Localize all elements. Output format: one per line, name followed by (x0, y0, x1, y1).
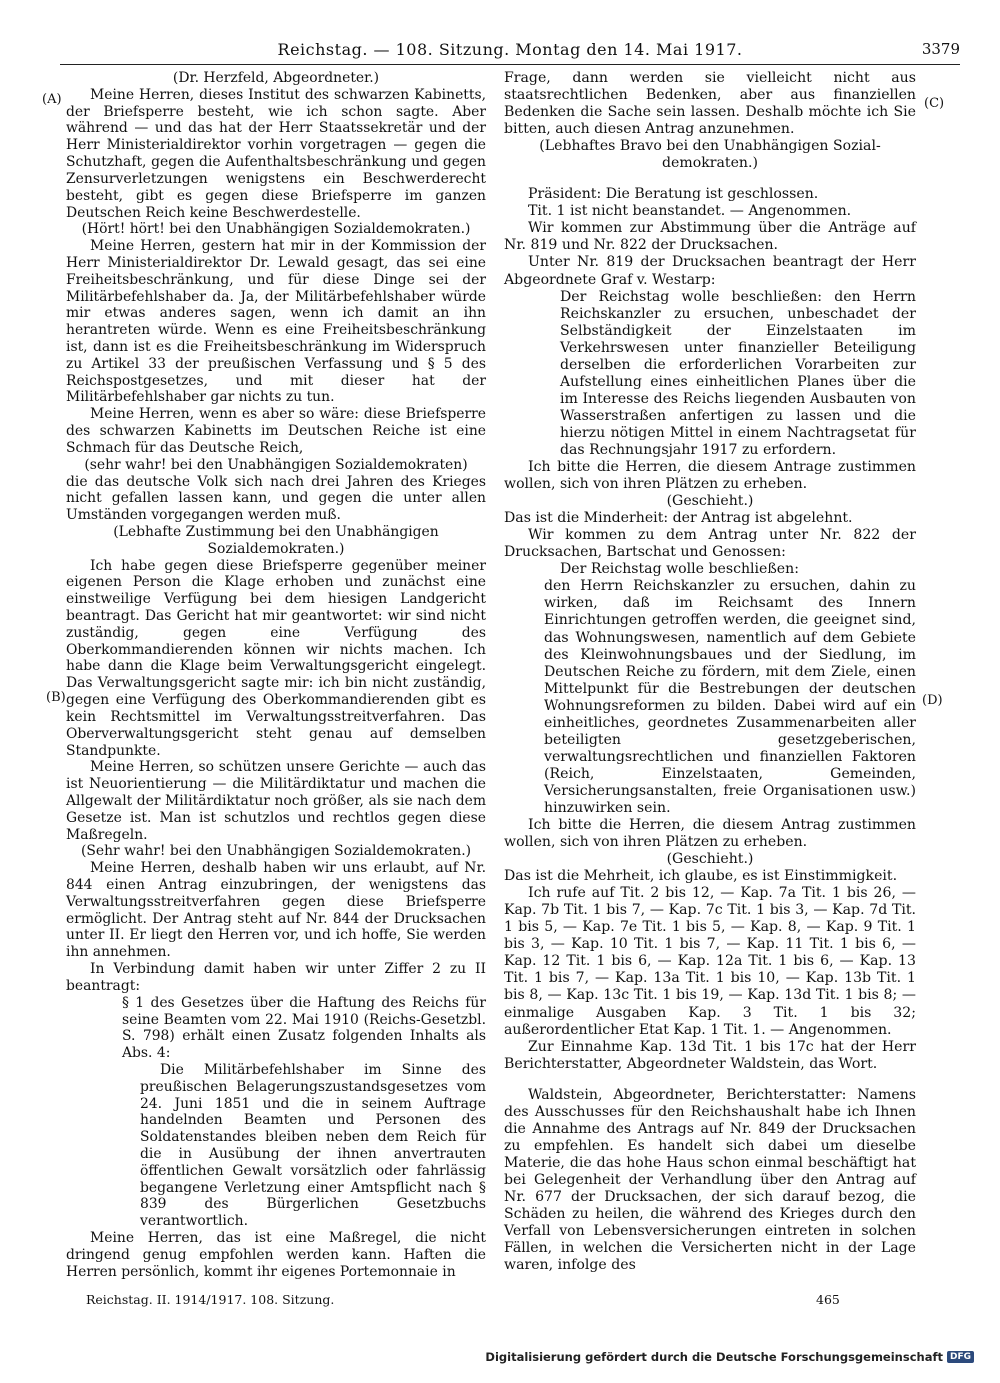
page-number: 3379 (921, 40, 960, 58)
reaction: (Geschieht.) (666, 493, 754, 510)
paragraph: Meine Herren, dieses Institut des schwarzen Kabinetts, der Briefsperre besteht, wie ich schon sagte. Aber während — und das hat der Herr Staatssekretär und der Herr Ministerialdirektor vorhin vorgetragen — gegen die Schutzhaft, gegen die Aufenthaltsbeschränkung und gegen Zensurverletzungen wenigstens ein Beschwerderecht besteht, gibt es gegen diese Briefsperre im ganzen Deutschen Reich keine Beschwerdestelle. (66, 86, 486, 221)
paragraph: Ich bitte die Herren, die diesem Antrag zustimmen wollen, sich von ihren Plätzen zu erheben. (504, 817, 916, 851)
reaction: (Hört! hört! bei den Unabhängigen Sozialdemokraten.) (81, 221, 471, 238)
dfg-logo: DFG (947, 1351, 974, 1363)
paragraph: Wir kommen zu dem Antrag unter Nr. 822 der Drucksachen, Bartschat und Genossen: (504, 527, 916, 561)
paragraph: Ich rufe auf Tit. 2 bis 12, — Kap. 7a Tit. 1 bis 26, — Kap. 7b Tit. 1 bis 7, — Kap. 7c Tit. 1 bis 3, — Kap. 7d Tit. 1 bis 5, — Kap. 7e Tit. 1 bis 5, — Kap. 8, — Kap. 9 Tit. 1 bis 3, — Kap. 10 Tit. 1 bis 7, — Kap. 11 Tit. 1 bis 6, — Kap. 12 Tit. 1 bis 6, — Kap. 12a Tit. 1 bis 6, — Kap. 13 Tit. 1 bis 7, — Kap. 13a Tit. 1 bis 10, — Kap. 13b Tit. 1 bis 8, — Kap. 13c Tit. 1 bis 19, — Kap. 13d Tit. 1 bis 8; — einmalige Ausgaben Kap. 3 Tit. 1 bis 32; außerordentlicher Etat Kap. 1 Tit. 1. — Angenommen. (504, 885, 916, 1038)
dfg-credit-text: Digitalisierung gefördert durch die Deutsche Forschungsgemeinschaft (485, 1350, 943, 1364)
paragraph: Zur Einnahme Kap. 13d Tit. 1 bis 17c hat der Herr Berichterstatter, Abgeordneter Waldstein, das Wort. (504, 1038, 916, 1072)
margin-marker-d: (D) (922, 693, 943, 708)
paragraph: In Verbindung damit haben wir unter Ziffer 2 zu II beantragt: (66, 961, 486, 994)
paragraph: Das ist die Minderheit: der Antrag ist abgelehnt. (504, 510, 853, 527)
paragraph: Frage, dann werden sie vielleicht nicht aus staatsrechtlichen Bedenken, aber aus finanziellen Bedenken die Sache sein lassen. Deshalb möchte ich Sie bitten, auch diesen Antrag anzunehmen. (504, 70, 916, 138)
margin-marker-c: (C) (924, 96, 945, 111)
reaction: (Lebhaftes Bravo bei den Unabhängigen Sozial- (539, 138, 881, 155)
reaction: (Sehr wahr! bei den Unabhängigen Sozialdemokraten.) (80, 843, 472, 860)
running-title: Reichstag. — 108. Sitzung. Montag den 14. Mai 1917. (277, 40, 743, 59)
paragraph: Meine Herren, so schützen unsere Gerichte — auch das ist Neuorientierung — die Militärdiktatur und machen die Allgewalt der Militärdiktatur noch größer, als sie nach dem Gesetze ist. Man ist schutzlos und rechtlos gegen diese Maßregeln. (66, 759, 486, 843)
paragraph: Waldstein, Abgeordneter, Berichterstatter: Namens des Ausschusses für den Reichshaushalt habe ich Ihnen die Annahme des Antrags auf Nr. 849 der Drucksachen zu empfehlen. Es handelt sich dabei um dieselbe Materie, die das hohe Haus schon einmal beschäftigt hat bei Gelegenheit der Verhandlung über den Antrag auf Nr. 677 der Drucksachen, der sich darauf bezog, die Schäden zu heilen, die während des Krieges durch den Verfall von Lebensversicherungen eintreten in solchen Fällen, in welchen die Versicherten nicht in der Lage waren, infolge des (504, 1086, 916, 1274)
left-column (66, 70, 486, 1281)
reaction: (sehr wahr! bei den Unabhängigen Sozialdemokraten) (84, 456, 468, 473)
paragraph: Das ist die Mehrheit, ich glaube, es ist Einstimmigkeit. (504, 868, 898, 885)
dfg-credit (485, 1350, 974, 1364)
paragraph: Ich habe gegen diese Briefsperre gegenüber meiner eigenen Person die Klage erhoben und zunächst eine einstweilige Verfügung bei dem hiesigen Landgericht beantragt. Das Gericht hat mir geantwortet: wir sind nicht zuständig, gegen eine Verfügung des Oberkommandierenden können wir nichts machen. Ich habe dann die Klage beim Verwaltungsgericht eingelegt. Das Verwaltungsgericht sagte mir: ich bin nicht zuständig, gegen eine Verfügung des Oberkommandierenden gibt es kein Rechtsmittel im Verwaltungsstreitverfahren. Das Oberverwaltungsgericht steht genau auf demselben Standpunkte. (66, 557, 486, 759)
reaction: (Geschieht.) (666, 851, 754, 868)
quoted-motion: den Herrn Reichskanzler zu ersuchen, dahin zu wirken, daß im Reichsamt des Innern Einrichtungen getroffen werden, die geeignet sind, das Wohnungswesen, namentlich auf dem Gebiete des Kleinwohnungsbaues und der Siedlung, im Deutschen Reiche zu fördern, mit dem Ziele, einen Mittelpunkt für die Bestrebungen der deutschen Wohnungsreformen zu bilden. Dabei wird auf ein einheitliches, geordnetes Zusammenarbeiten aller beteiligten gesetzgeberischen, verwaltungsrechtlichen und finanziellen Faktoren (Reich, Einzelstaaten, Gemeinden, Versicherungsanstalten, freie Organisationen usw.) hinzuwirken sein. (544, 578, 916, 816)
speaker-label: (Dr. Herzfeld, Abgeordneter.) (172, 70, 380, 86)
paragraph: Meine Herren, deshalb haben wir uns erlaubt, auf Nr. 844 einen Antrag einzubringen, der wenigstens das Verwaltungsstreitverfahren gegen diese Briefsperre ermöglicht. Der Antrag steht auf Nr. 844 der Drucksachen unter II. Er liegt den Herren vor, und ich hoffe, Sie werden ihn annehmen. (66, 860, 486, 961)
paragraph: Meine Herren, gestern hat mir in der Kommission der Herr Ministerialdirektor Dr. Lewald gesagt, das sei eine Freiheitsbeschränkung, und für diese Dinge sei der Militärbefehlshaber da. Ja, der Militärbefehlshaber würde mir etwas anderes sagen, wenn ich damit an ihn herantreten würde. Wenn es eine Freiheitsbeschränkung ist, dann ist es die Freiheitsbeschränkung im Widerspruch zu Artikel 33 der preußischen Verfassung und § 5 des Reichspostgesetzes, und mit dieser hat der Militärbefehlshaber gar nichts zu tun. (66, 238, 486, 406)
quoted-motion: Die Militärbefehlshaber im Sinne des preußischen Belagerungszustandsgesetzes vom 24. Juni 1851 und die in seinem Auftrage handelnden Beamten und Personen des Soldatenstandes bleiben neben dem Reich für die in Ausübung der ihnen anvertrauten öffentlichen Gewalt vorsätzlich oder fahrlässig begangene Verletzung einer Amtspflicht nach § 839 des Bürgerlichen Gesetzbuchs verantwortlich. (140, 1061, 486, 1230)
right-column (504, 70, 916, 1274)
quoted-motion: § 1 des Gesetzes über die Haftung des Reichs für seine Beamten vom 22. Mai 1910 (Reichs-Gesetzbl. S. 798) erhält einen Zusatz folgenden Inhalts als Abs. 4: (122, 994, 486, 1062)
paragraph: Ich bitte die Herren, die diesem Antrage zustimmen wollen, sich von ihren Plätzen zu erheben. (504, 459, 916, 493)
margin-marker-a: (A) (42, 92, 62, 107)
margin-marker-b: (B) (46, 690, 66, 705)
quoted-motion: Der Reichstag wolle beschließen: den Herrn Reichskanzler zu ersuchen, unbeschadet der Selbständigkeit der Einzelstaaten im Verkehrswesen unter finanzieller Beteiligung derselben die erforderlichen Vorarbeiten zur Aufstellung eines einheitlichen Planes über die im Interesse des Reichs liegenden Ausbauten von Wasserstraßen anfertigen zu lassen und die hierzu nötigen Mittel in einem Nachtragsetat für das Rechnungsjahr 1917 zu erfordern. (560, 288, 916, 458)
reaction: (Lebhafte Zustimmung bei den Unabhängigen (113, 523, 439, 540)
paragraph: Wir kommen zur Abstimmung über die Anträge auf Nr. 819 und Nr. 822 der Drucksachen. (504, 220, 916, 254)
paragraph: Präsident: Die Beratung ist geschlossen. (528, 186, 819, 203)
paragraph: Unter Nr. 819 der Drucksachen beantragt der Herr Abgeordnete Graf v. Westarp: (504, 254, 916, 288)
paragraph: Tit. 1 ist nicht beanstandet. — Angenommen. (528, 203, 852, 220)
footer-left: Reichstag. II. 1914/1917. 108. Sitzung. (86, 1292, 335, 1307)
reaction: demokraten.) (662, 155, 758, 172)
paragraph: Meine Herren, das ist eine Maßregel, die nicht dringend genug empfohlen werden kann. Haften die Herren persönlich, kommt ihr eigenes Portemonnaie in (66, 1230, 486, 1280)
reaction: Sozialdemokraten.) (207, 540, 345, 557)
paragraph: die das deutsche Volk sich nach drei Jahren des Krieges nicht gefallen lassen kann, und gegen die unter allen Umständen vorgegangen werden muß. (66, 473, 486, 524)
quoted-motion: Der Reichstag wolle beschließen: (560, 561, 799, 578)
page-header (60, 40, 960, 65)
footer-sheet-number: 465 (816, 1292, 840, 1307)
paragraph: Meine Herren, wenn es aber so wäre: diese Briefsperre des schwarzen Kabinetts im Deutschen Reiche ist eine Schmach für das Deutsche Reich, (66, 406, 486, 456)
